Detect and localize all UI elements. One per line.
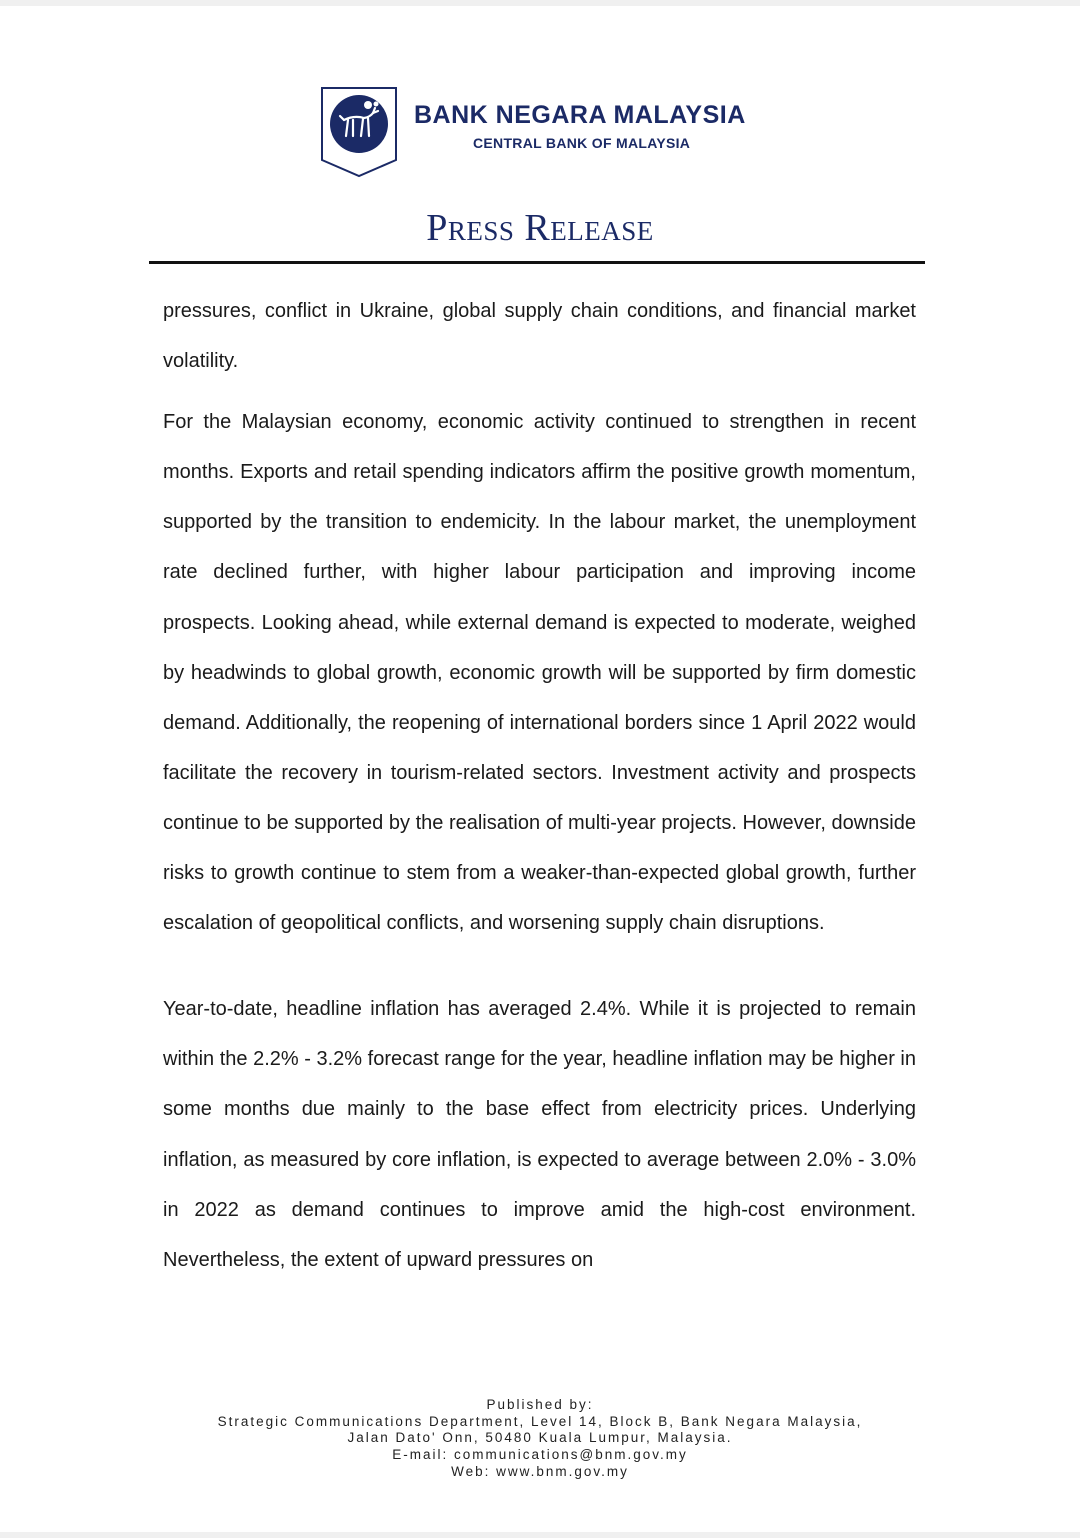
document-title: Press Release — [426, 207, 654, 249]
paragraph: For the Malaysian economy, economic activity continued to strengthen in recent months. Exports and retail spending indicators affirm the positive growth momentum, supported by the transition to endemicity. In the labour market, the unemployment rate declined further, with higher labour participation and improving income prospects. Looking ahead, while external demand is expected to moderate, weighed by headwinds to global growth, economic growth will be supported by firm domestic demand. Additionally, the reopening of international borders since 1 April 2022 would facilitate the recovery in tourism-related sectors. Investment activity and prospects continue to be supported by the realisation of multi-year projects. However, downside risks to growth continue to stem from a weaker-than-expected global growth, further escalation of geopolitical conflicts, and worsening supply chain disruptions. — [163, 411, 916, 935]
published-by-label: Published by: — [486, 1397, 594, 1412]
paragraph: Year-to-date, headline inflation has averaged 2.4%. While it is projected to remain within the 2.2% - 3.2% forecast range for the year, headline inflation may be higher in some months due mainly to the base effect from electricity prices. Underlying inflation, as measured by core inflation, is expected to average between 2.0% - 3.0% in 2022 as demand continues to improve amid the high-cost environment. Nevertheless, the extent of upward pressures on — [163, 998, 916, 1271]
title-divider — [149, 261, 925, 264]
body-text — [163, 286, 916, 1285]
address-line: Jalan Dato' Onn, 50480 Kuala Lumpur, Malaysia. — [347, 1430, 733, 1446]
bank-subtitle: CENTRAL BANK OF MALAYSIA — [473, 135, 691, 151]
email-line: E-mail: communications@bnm.gov.my — [392, 1447, 688, 1463]
bank-name: BANK NEGARA MALAYSIA — [414, 101, 746, 129]
web-line: Web: www.bnm.gov.my — [451, 1463, 629, 1479]
publisher-footer — [0, 1397, 1080, 1481]
press-release-page — [0, 6, 1080, 1532]
letterhead — [320, 84, 760, 184]
paragraph: pressures, conflict in Ukraine, global supply chain conditions, and financial market volatility. — [163, 300, 916, 373]
department-line: Strategic Communications Department, Level 14, Block B, Bank Negara Malaysia, — [217, 1413, 863, 1429]
bnm-emblem-icon — [320, 84, 400, 180]
